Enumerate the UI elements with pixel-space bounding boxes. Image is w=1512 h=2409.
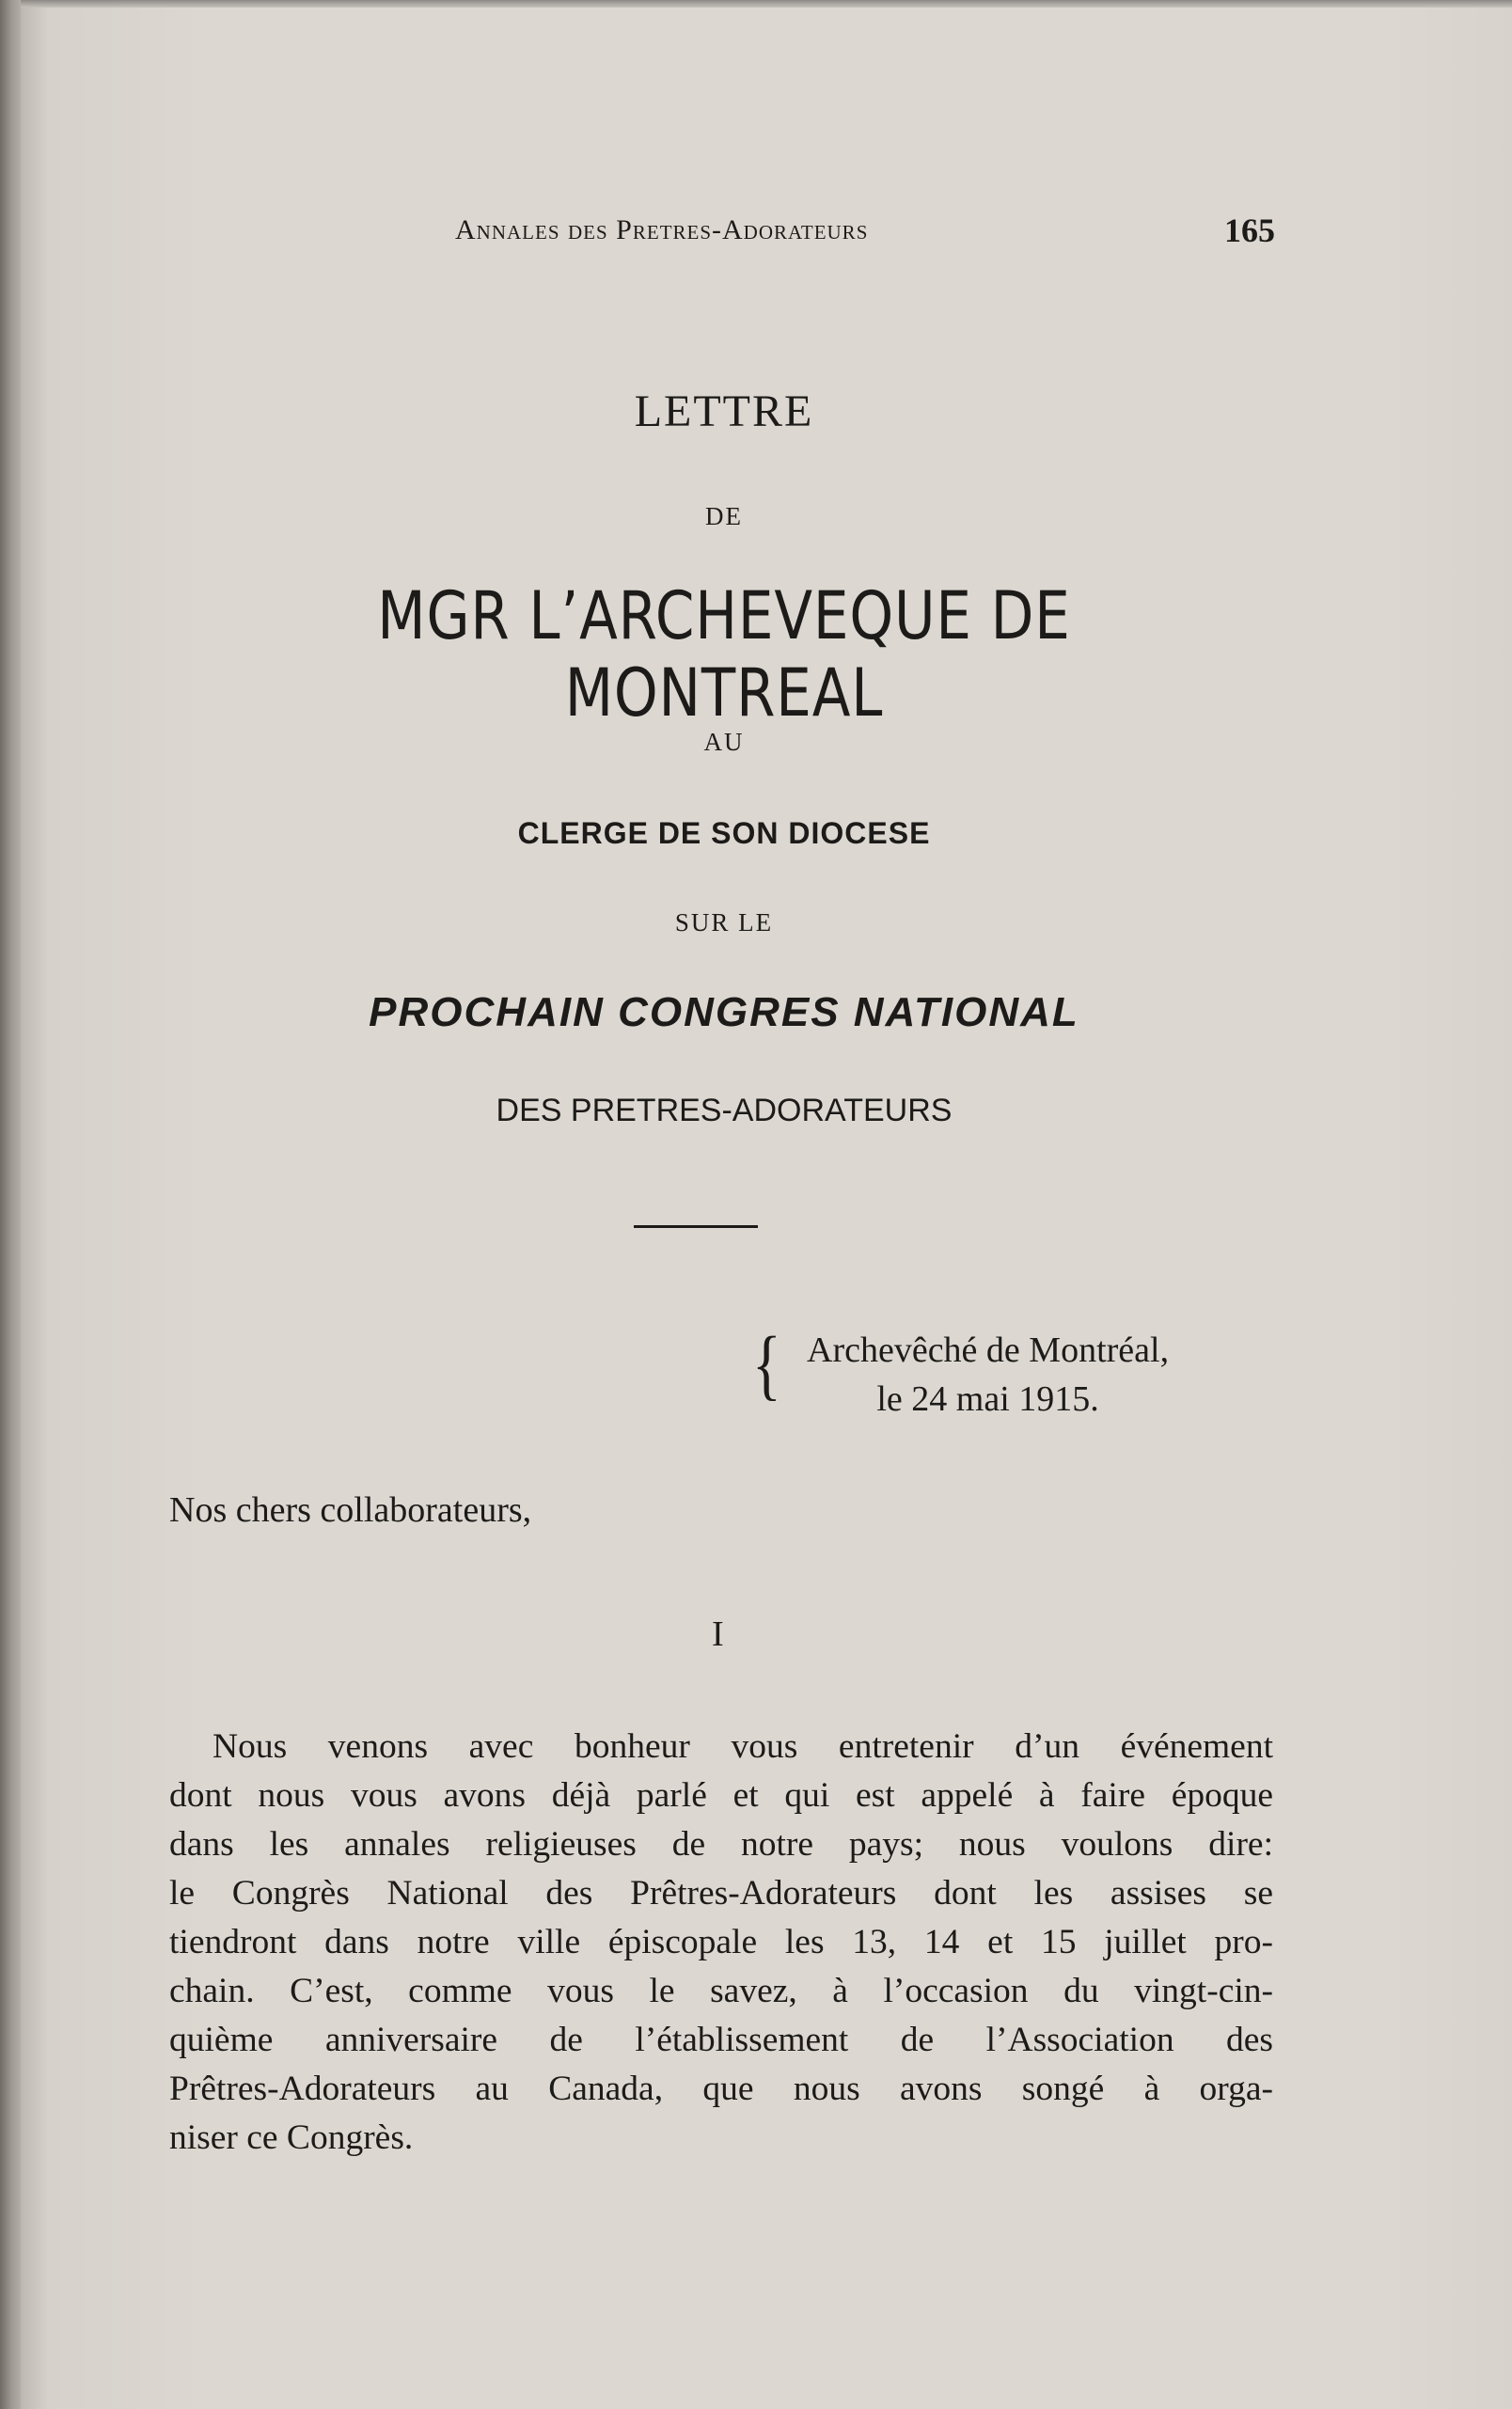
paragraph-line: Nous venons avec bonheur vous entretenir d’un événement: [213, 1727, 1273, 1766]
paragraph-line: dans les annales religieuses de notre pays; nous voulons dire:: [169, 1825, 1273, 1864]
paragraph-line: Prêtres-Adorateurs au Canada, que nous avons songé à orga-: [169, 2070, 1273, 2108]
paragraph-line: dont nous vous avons déjà parlé et qui est appelé à faire époque: [169, 1776, 1273, 1815]
dateline: [807, 1326, 1169, 1424]
body-paragraph: [169, 1723, 1273, 2163]
paragraph-line: tiendront dans notre ville épiscopale les 13, 14 et 15 juillet pro-: [169, 1923, 1273, 1961]
paragraph-line: niser ce Congrès.: [169, 2118, 414, 2157]
title-sur-le: SUR LE: [674, 908, 774, 937]
title-author: MGR L’ARCHEVEQUE DE MONTREAL: [377, 577, 1071, 732]
book-binding-edge: [0, 0, 21, 2409]
dateline-place: Archevêché de Montréal,: [807, 1330, 1170, 1370]
title-de: DE: [705, 502, 743, 530]
running-header: [455, 214, 868, 246]
paragraph-line: le Congrès National des Prêtres-Adorateurs dont les assises se: [169, 1874, 1273, 1913]
paragraph-line: quième anniversaire de l’établissement de l’Association des: [169, 2021, 1273, 2059]
title-au: AU: [703, 728, 745, 756]
title-divider-rule: [634, 1225, 758, 1228]
brace-glyph: {: [752, 1320, 781, 1409]
title-subject: PROCHAIN CONGRES NATIONAL: [369, 989, 1079, 1035]
title-lettre: LETTRE: [634, 386, 814, 436]
paragraph-line: chain. C’est, comme vous le savez, à l’occasion du vingt-cin-: [169, 1972, 1273, 2010]
dateline-date: le 24 mai 1915.: [876, 1379, 1099, 1419]
salutation: Nos chers collaborateurs,: [169, 1490, 532, 1530]
section-number: I: [712, 1614, 724, 1654]
title-subject-sub: DES PRETRES-ADORATEURS: [496, 1093, 953, 1128]
running-title: Annales des Pretres-Adorateurs: [455, 214, 869, 245]
title-recipient: CLERGE DE SON DIOCESE: [517, 816, 931, 850]
page-number: 165: [1224, 212, 1275, 249]
scan-top-edge: [0, 0, 1512, 8]
